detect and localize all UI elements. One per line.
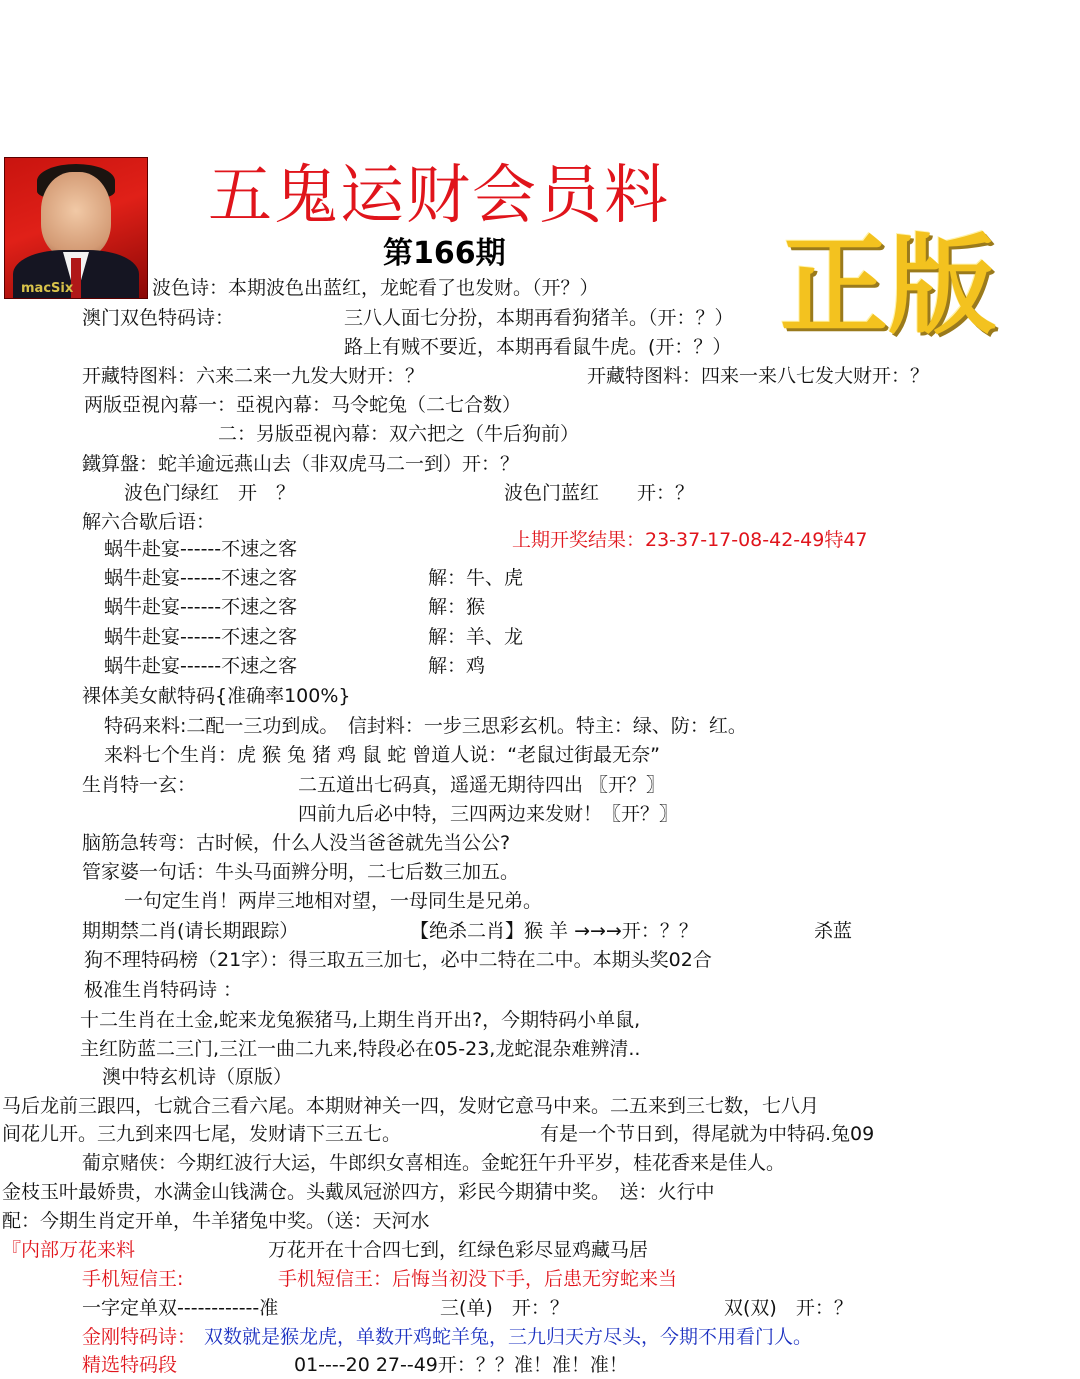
zodiac-mystery-line-2: 四前九后必中特，三四两边来发财！〖开？〗 (298, 803, 679, 825)
macau-poem-line-1: 三八人面七分扮，本期再看狗猪羊。（开：？） (344, 307, 734, 329)
macau-mystery-line-2b: 有是一个节日到，得尾就为中特码.兔09 (540, 1123, 875, 1145)
one-line-zodiac: 一句定生肖！两岸三地相对望，一母同生是兄弟。 (124, 890, 543, 912)
macau-mystery-heading: 澳中特玄机诗（原版） (102, 1066, 293, 1088)
riddle-5: 蜗牛赴宴------不速之客 (104, 655, 298, 677)
riddle-3: 蜗牛赴宴------不速之客 (104, 596, 298, 618)
housekeeper-line: 管家婆一句话：牛头马面辨分明，二七后数三加五。 (82, 861, 520, 883)
lisboa-gambler: 葡京赌侠：今期红波行大运，牛郎织女喜相连。金蛇狂午升平岁，桂花香来是佳人。 (82, 1152, 786, 1174)
macau-poem-line-2: 路上有贼不要近，本期再看鼠牛虎。(开：？） (344, 336, 732, 358)
riddle-heading: 解六合歇后语： (82, 511, 216, 533)
inside-flower-label: 『内部万花来料 (2, 1239, 136, 1261)
diamond-poem-text: 双数就是猴龙虎，单数开鸡蛇羊兔，三九归天方尽头，今期不用看门人。 (204, 1326, 813, 1348)
zodiac-poem-1: 十二生肖在土金,蛇来龙兔猴猪马,上期生肖开出?，今期特码小单鼠, (80, 1009, 641, 1031)
selected-range-label: 精选特码段 (82, 1354, 178, 1376)
zodiac-mystery-label: 生肖特一玄： (82, 774, 197, 796)
zodiac-mystery-line-1: 二五道出七码真，遥遥无期待四出 〖开？〗 (298, 774, 666, 796)
photo-watermark: macSix (21, 281, 74, 296)
riddle-2: 蜗牛赴宴------不速之客 (104, 567, 298, 589)
precise-zodiac-heading: 极准生肖特码诗 ： (84, 979, 243, 1001)
abacus-line: 鐵算盤：蛇羊逾远燕山去（非双虎马二一到）开：？ (82, 453, 520, 475)
inside-flower-text: 万花开在十合四七到，红绿色彩尽显鸡藏马居 (268, 1239, 649, 1261)
atv-inside-1: 两版亞視內幕一：亞視內幕：马令蛇兔（二七合数） (84, 394, 522, 416)
even-result: 双(双) 开：？ (724, 1297, 853, 1319)
odd-result: 三(单) 开：？ (440, 1297, 569, 1319)
sms-king-text: 手机短信王：后悔当初没下手，后患无穷蛇来当 (278, 1268, 678, 1290)
lisboa-line-2: 金枝玉叶最娇贵，水满金山钱满仓。头戴凤冠淤四方，彩民今期猜中奖。 送：火行中 (2, 1181, 715, 1203)
macau-mystery-line-1: 马后龙前三跟四，七就合三看六尾。本期财神关一四，发财它意马中来。二五来到三七数，七八月 (2, 1095, 820, 1117)
goubuli-list: 狗不理特码榜（21字）：得三取五三加七，必中二特在二中。本期头奖02合 (84, 949, 712, 971)
brain-teaser: 脑筋急转弯：古时候，什么人没当爸爸就先当公公? (82, 832, 511, 854)
riddle-5-answer: 解：鸡 (428, 655, 486, 677)
riddle-2-answer: 解：牛、虎 (428, 567, 524, 589)
atv-inside-2: 二：另版亞視內幕：双六把之（牛后狗前） (218, 423, 580, 445)
wave-poem: 波色诗：本期波色出蓝红，龙蛇看了也发财。（开？） (152, 277, 599, 299)
last-draw-result: 上期开奖结果：23-37-17-08-42-49特47 (512, 529, 868, 551)
selected-range-text: 01----20 27--49开：？？准！准！准！ (294, 1354, 628, 1376)
issue-number: 第166期 (383, 236, 506, 271)
wave-blue-red: 波色门蓝红 开：？ (504, 482, 695, 504)
portrait-face (41, 172, 111, 258)
sms-king-label: 手机短信王: (82, 1268, 184, 1290)
portrait-photo (4, 157, 148, 299)
wave-green-red: 波色门绿红 开 ？ (124, 482, 296, 504)
riddle-4-answer: 解：羊、龙 (428, 626, 524, 648)
riddle-1: 蜗牛赴宴------不速之客 (104, 538, 298, 560)
genuine-stamp: 正版 (780, 223, 997, 349)
kill-blue: 杀蓝 (814, 920, 853, 942)
odd-even-line: 一字定单双------------准 (82, 1297, 279, 1319)
macau-mystery-line-2: 间花儿开。三九到来四七尾，发财请下三五七。 (2, 1123, 402, 1145)
hidden-chart-right: 开藏特图料：四来一来八七发大财开：？ (587, 365, 930, 387)
ban-two-zodiac: 期期禁二肖(请长期跟踪） (82, 920, 299, 942)
special-code-heading: 裸体美女献特码{准确率100%} (82, 685, 351, 707)
kill-two-zodiac: 【绝杀二肖】猴 羊 →→→开：？？ (410, 920, 698, 942)
diamond-poem-label: 金刚特码诗： (82, 1326, 197, 1348)
riddle-4: 蜗牛赴宴------不速之客 (104, 626, 298, 648)
page-title: 五鬼运财会员料 (208, 159, 670, 233)
lisboa-line-3: 配：今期生肖定开单，牛羊猪兔中奖。（送：天河水 (2, 1210, 430, 1232)
macau-poem-label: 澳门双色特码诗： (82, 307, 235, 329)
zodiac-poem-2: 主红防蓝二三门,三江一曲二九来,特段必在05-23,龙蛇混杂难辨清.. (80, 1038, 641, 1060)
zodiac-seven: 来料七个生肖：虎 猴 兔 猪 鸡 鼠 蛇 曾道人说：“老鼠过街最无奈” (104, 744, 660, 766)
riddle-3-answer: 解：猴 (428, 596, 486, 618)
hidden-chart-left: 开藏特图料：六来二来一九发大财开：？ (82, 365, 425, 387)
special-code-material: 特码来料:二配一三功到成。 信封料：一步三思彩玄机。特主：绿、防：红。 (104, 715, 747, 737)
